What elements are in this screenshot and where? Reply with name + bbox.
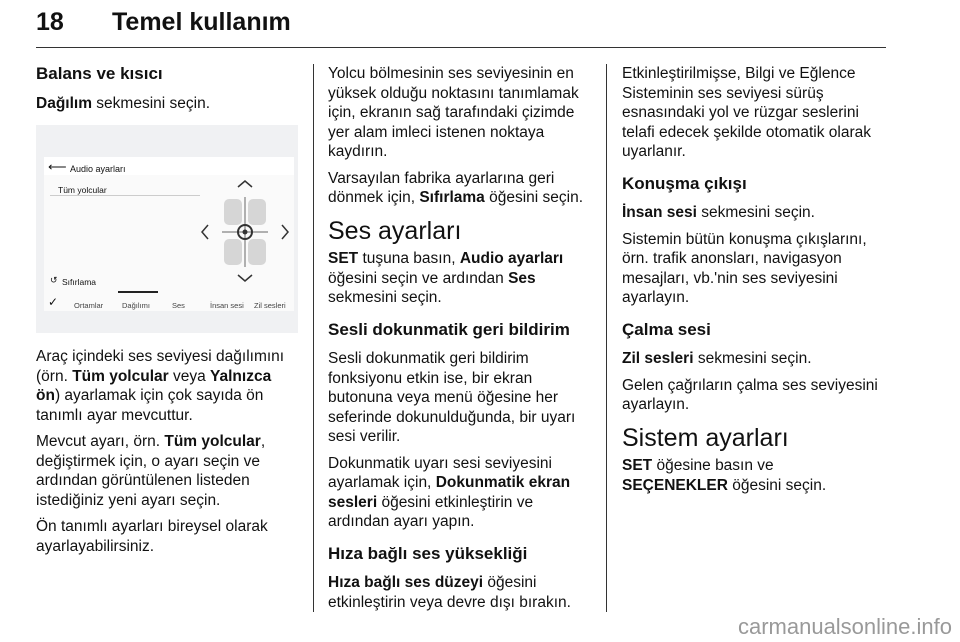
page-title: Temel kullanım <box>112 8 291 36</box>
paragraph: Varsayılan fabrika ayarlarına geri dönmek için, Sıfırlama öğesini seçin. <box>328 169 584 206</box>
screen-tab: Dağılımı <box>122 301 150 310</box>
paragraph: Yolcu bölmesinin ses seviyesinin en yüksek olduğu noktasını tanımlamak için, ekranın sağ tarafındaki çizimde yer alam imleci istenen noktaya kaydırın. <box>328 65 579 160</box>
paragraph: Araç içindeki ses seviyesi dağılımını (örn. Tüm yolcular veya Yalnızca ön) ayarlamak için çok sayıda ön tanımlı ayar mevcuttur. <box>36 348 285 424</box>
section-heading: Ses ayarları <box>328 216 462 245</box>
back-arrow-icon: ⟵ <box>48 159 67 174</box>
subsection-heading: Çalma sesi <box>622 319 711 339</box>
column-3 <box>622 64 888 502</box>
paragraph: Gelen çağrıların çalma ses seviyesini ayarlayın. <box>622 376 878 413</box>
paragraph: Etkinleştirilmişse, Bilgi ve Eğlence Sisteminin ses seviyesi sürüş esnasındaki yol ve rüzgar seslerini telafi edecek şekilde otomatik olarak uyarlanır. <box>622 65 871 160</box>
paragraph: İnsan sesi sekmesini seçin. <box>622 204 815 221</box>
subsection-heading: Sesli dokunmatik geri bildirim <box>328 319 570 339</box>
audio-settings-screen-image <box>36 125 298 333</box>
column-1 <box>36 64 298 563</box>
paragraph: Hıza bağlı ses düzeyi öğesini etkinleştirin veya devre dışı bırakın. <box>328 574 571 611</box>
paragraph: Sistemin bütün konuşma çıkışlarını, örn. trafik anonsları, navigasyon mesajları, vb.'nin ses seviyesini ayarlayın. <box>622 230 867 306</box>
screen-tab: Zil sesleri <box>254 301 286 310</box>
column-divider <box>313 64 314 612</box>
screen-tab: İnsan sesi <box>210 301 244 310</box>
section-heading: Sistem ayarları <box>622 423 789 452</box>
page-header <box>36 6 886 46</box>
column-2 <box>328 64 594 619</box>
screen-divider <box>50 195 200 196</box>
header-rule <box>36 47 886 48</box>
paragraph: Dokunmatik uyarı sesi seviyesini ayarlamak için, Dokunmatik ekran sesleri öğesini etkinleştirin ve ardından ayarı yapın. <box>328 454 571 530</box>
paragraph: Dağılım sekmesini seçin. <box>36 94 210 112</box>
screen-panel <box>44 175 294 292</box>
paragraph: Sesli dokunmatik geri bildirim fonksiyonu etkin ise, bir ekran butonuna veya menü öğesine her seferinde dokunulduğunda, bir uyarı sesi verilir. <box>328 350 576 445</box>
paragraph: Zil sesleri sekmesini seçin. <box>622 350 812 367</box>
screen-title-bar <box>44 157 294 176</box>
screen-tab: Ses <box>172 301 185 310</box>
paragraph: SET tuşuna basın, Audio ayarları öğesini seçin ve ardından Ses sekmesini seçin. <box>328 250 564 306</box>
screen-reset: Sıfırlama <box>62 277 97 287</box>
screen-title: Audio ayarları <box>70 164 126 174</box>
column-divider <box>606 64 607 612</box>
screen-tab-bar <box>44 291 294 311</box>
active-tab-indicator <box>118 291 158 293</box>
screen-option: Tüm yolcular <box>58 185 107 195</box>
paragraph: Ön tanımlı ayarları bireysel olarak ayarlayabilirsiniz. <box>36 518 268 555</box>
subsection-heading: Konuşma çıkışı <box>622 173 747 193</box>
screen-tab: Ortamlar <box>74 301 104 310</box>
watermark: carmanualsonline.info <box>737 614 952 639</box>
reset-icon: ↺ <box>50 275 58 285</box>
section-heading: Balans ve kısıcı <box>36 64 163 83</box>
page-number: 18 <box>36 8 64 36</box>
check-icon: ✓ <box>48 295 59 309</box>
paragraph: SET öğesine basın ve SEÇENEKLER öğesini seçin. <box>622 457 827 494</box>
subsection-heading: Hıza bağlı ses yüksekliği <box>328 543 528 563</box>
paragraph: Mevcut ayarı, örn. Tüm yolcular, değiştirmek için, o ayarı seçin ve ardından görüntülenen listeden istediğiniz yeni ayarı seçin. <box>36 433 266 509</box>
seat-balance-graphic <box>194 177 294 287</box>
